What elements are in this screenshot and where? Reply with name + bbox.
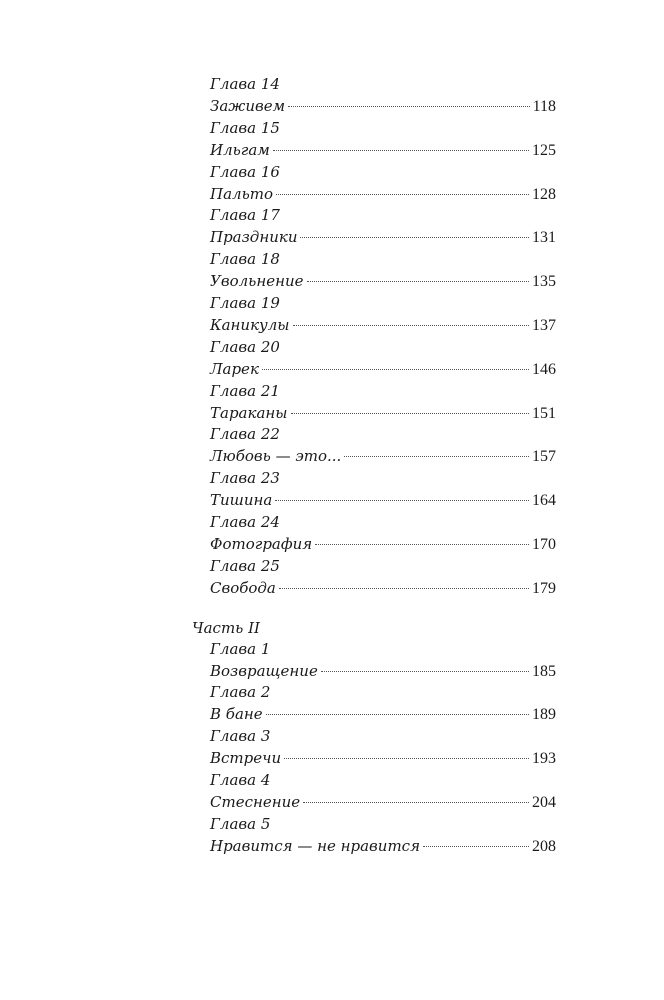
dot-leader <box>423 846 529 847</box>
chapter-number: Глава 3 <box>210 727 271 746</box>
page-number: 118 <box>532 98 556 115</box>
page-number: 189 <box>532 706 556 724</box>
chapter-title: Каникулы <box>210 315 290 334</box>
toc-entry[interactable] <box>210 770 556 814</box>
toc-entry[interactable] <box>210 205 556 249</box>
chapter-title: Тараканы <box>210 403 288 422</box>
chapter-row <box>210 183 556 205</box>
chapter-title: Ларек <box>210 359 259 378</box>
chapter-number: Глава 4 <box>210 770 271 789</box>
chapter-row <box>210 226 556 248</box>
chapter-row <box>210 747 556 769</box>
chapter-number: Глава 23 <box>210 469 280 488</box>
chapter-title: Нравится — не нравится <box>210 836 421 855</box>
dot-leader <box>288 106 530 107</box>
dot-leader <box>315 544 529 545</box>
toc-entry[interactable] <box>210 512 556 556</box>
chapter-title: Тишина <box>210 491 273 510</box>
toc-entry[interactable] <box>210 639 556 683</box>
chapter-title: Фотография <box>210 534 313 553</box>
page-number: 164 <box>532 492 556 510</box>
toc-entry[interactable] <box>210 381 556 425</box>
chapter-title: В бане <box>210 705 263 724</box>
page-number: 137 <box>532 316 556 334</box>
page-number: 157 <box>532 448 556 466</box>
toc-entry[interactable] <box>210 162 556 206</box>
page-number: 179 <box>532 579 556 597</box>
toc-entry[interactable] <box>210 424 556 468</box>
chapter-title: Свобода <box>210 578 276 597</box>
chapter-number: Глава 16 <box>210 162 280 181</box>
page-number: 151 <box>532 404 556 422</box>
dot-leader <box>266 714 529 715</box>
page-number: 204 <box>532 793 556 811</box>
chapter-row <box>210 533 556 555</box>
chapter-title: Встречи <box>210 749 282 768</box>
chapter-title: Праздники <box>210 228 298 247</box>
toc-entry[interactable] <box>210 556 556 600</box>
page-number: 170 <box>532 535 556 553</box>
chapter-title: Заживем <box>210 97 286 115</box>
chapter-number: Глава 22 <box>210 425 280 444</box>
dot-leader <box>275 500 529 501</box>
chapter-row <box>210 358 556 380</box>
page-number: 128 <box>532 185 556 203</box>
chapter-row <box>210 402 556 424</box>
toc-entry[interactable] <box>210 337 556 381</box>
part-1-entries <box>0 74 664 600</box>
page-number: 193 <box>532 750 556 768</box>
chapter-row <box>210 314 556 336</box>
dot-leader <box>321 671 529 672</box>
chapter-row <box>210 270 556 292</box>
chapter-number: Глава 21 <box>210 381 280 400</box>
chapter-row <box>210 445 556 467</box>
chapter-number: Глава 19 <box>210 293 280 312</box>
chapter-number: Глава 24 <box>210 512 280 531</box>
toc-entry[interactable] <box>210 249 556 293</box>
toc-entry[interactable] <box>210 726 556 770</box>
table-of-contents <box>0 74 664 858</box>
chapter-row <box>210 489 556 511</box>
chapter-number: Глава 20 <box>210 337 280 356</box>
chapter-number: Глава 25 <box>210 556 280 575</box>
dot-leader <box>279 588 529 589</box>
toc-entry[interactable] <box>210 682 556 726</box>
chapter-title: Любовь — это... <box>210 447 342 466</box>
page-number: 185 <box>532 662 556 680</box>
chapter-row <box>210 660 556 682</box>
dot-leader <box>300 237 529 238</box>
chapter-row <box>210 577 556 599</box>
chapter-number: Глава 17 <box>210 206 280 225</box>
toc-entry[interactable] <box>210 74 556 118</box>
dot-leader <box>284 758 529 759</box>
toc-entry[interactable] <box>210 468 556 512</box>
chapter-row <box>210 791 556 813</box>
dot-leader <box>344 456 529 457</box>
chapter-title: Стеснение <box>210 792 301 811</box>
dot-leader <box>273 150 529 151</box>
page-number: 146 <box>532 360 556 378</box>
dot-leader <box>276 194 529 195</box>
chapter-number: Глава 14 <box>210 75 280 93</box>
chapter-row <box>210 835 556 857</box>
page-number: 125 <box>532 141 556 159</box>
chapter-title: Возвращение <box>210 661 318 680</box>
chapter-row <box>210 703 556 725</box>
toc-entry[interactable] <box>210 814 556 858</box>
chapter-row <box>210 95 556 117</box>
dot-leader <box>293 325 529 326</box>
chapter-title: Ильгам <box>210 140 270 159</box>
page-number: 135 <box>532 273 556 291</box>
chapter-title: Пальто <box>210 184 273 203</box>
toc-entry[interactable] <box>210 293 556 337</box>
toc-entry[interactable] <box>210 118 556 162</box>
dot-leader <box>307 281 530 282</box>
part-2-entries <box>0 639 664 858</box>
chapter-number: Глава 15 <box>210 118 280 137</box>
dot-leader <box>303 802 529 803</box>
part-2-heading: Часть II <box>192 618 260 637</box>
chapter-row <box>210 139 556 161</box>
page-number: 131 <box>532 229 556 247</box>
chapter-title: Увольнение <box>210 272 304 291</box>
dot-leader <box>291 413 530 414</box>
chapter-number: Глава 1 <box>210 639 271 658</box>
page-number: 208 <box>532 837 556 855</box>
chapter-number: Глава 18 <box>210 250 280 269</box>
chapter-number: Глава 5 <box>210 814 271 833</box>
chapter-number: Глава 2 <box>210 683 271 702</box>
dot-leader <box>262 369 529 370</box>
